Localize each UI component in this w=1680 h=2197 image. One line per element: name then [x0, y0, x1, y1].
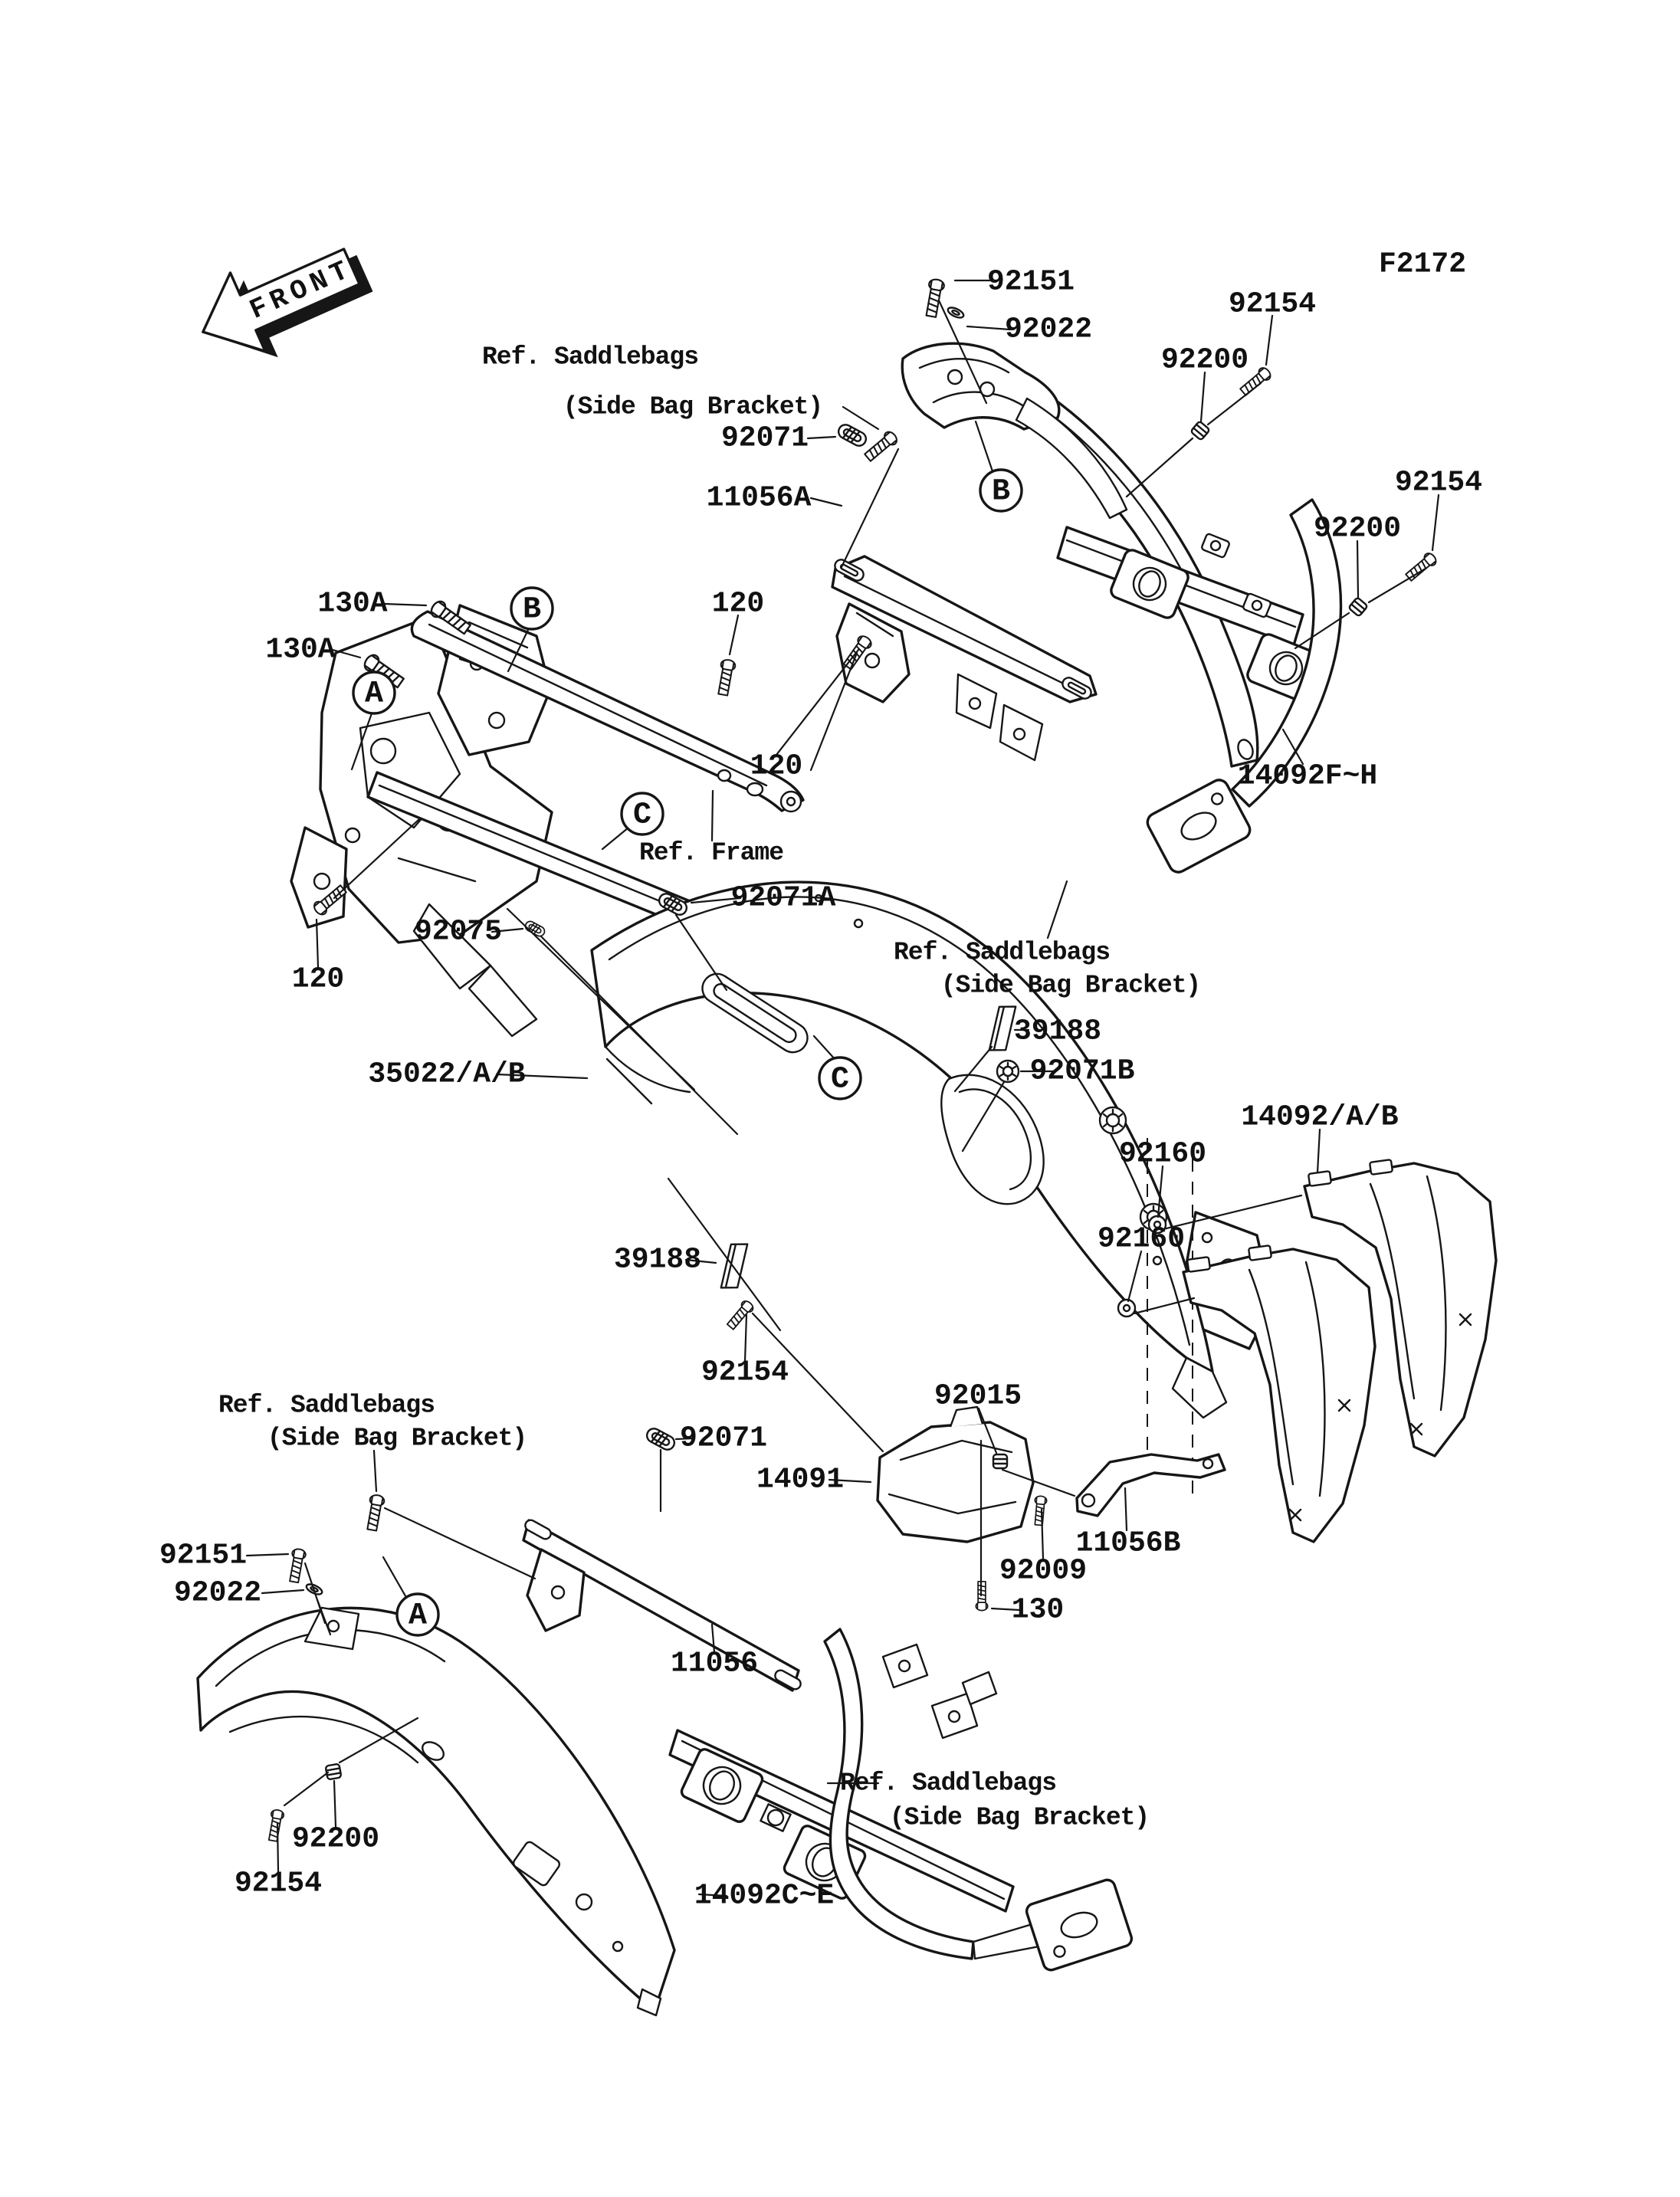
- label-ref-saddlebags-mid-line1: Ref. Saddlebags: [893, 938, 1111, 967]
- label-part-92075: 92075: [414, 915, 503, 949]
- svg-text:C: C: [830, 1062, 850, 1097]
- label-part-92154-bottom: 92154: [234, 1867, 323, 1900]
- washer-icon-92022-top: [947, 306, 965, 320]
- label-part-14092FH: 14092F~H: [1237, 759, 1378, 793]
- svg-text:A: A: [364, 677, 384, 712]
- nut-icon-92200-right: [1348, 597, 1367, 616]
- svg-text:C: C: [632, 798, 652, 833]
- label-figure-code: F2172: [1378, 248, 1467, 281]
- front-arrow: [185, 223, 382, 381]
- label-part-92071-bottom: 92071: [679, 1421, 768, 1455]
- label-part-130A-2: 130A: [265, 633, 336, 667]
- label-part-92160-2: 92160: [1097, 1222, 1186, 1256]
- bracket-11056A: [832, 556, 1096, 760]
- screw-icon-92154-mid: [726, 1299, 756, 1331]
- label-part-92151-top: 92151: [986, 265, 1075, 299]
- screw-icon-92151-bottom: [287, 1548, 307, 1583]
- callout-b-1: [511, 588, 553, 629]
- label-part-130A-1: 130A: [317, 587, 388, 621]
- cover-14091: [878, 1407, 1033, 1542]
- label-part-92160-1: 92160: [1118, 1137, 1207, 1171]
- bolt-icon-ref-saddlebags-bl: [365, 1494, 385, 1531]
- label-part-92200-bottom: 92200: [291, 1822, 380, 1856]
- label-part-92022-bottom: 92022: [173, 1576, 262, 1610]
- label-ref-saddlebags-bl-line1: Ref. Saddlebags: [218, 1391, 435, 1420]
- front-label: FRONT: [244, 253, 359, 326]
- label-part-14091: 14091: [756, 1463, 845, 1497]
- label-part-130: 130: [1011, 1593, 1065, 1627]
- bracket-11056: [523, 1518, 802, 1691]
- callout-a-5: [397, 1594, 438, 1635]
- label-part-92071-top: 92071: [720, 421, 809, 455]
- label-part-120-1: 120: [711, 587, 765, 621]
- label-part-92151-bottom: 92151: [159, 1539, 248, 1572]
- bracket-11056B: [1077, 1454, 1225, 1516]
- svg-text:B: B: [991, 474, 1011, 510]
- label-part-11056A: 11056A: [706, 481, 812, 515]
- label-part-92154-mid: 92154: [701, 1356, 789, 1389]
- label-part-92009: 92009: [999, 1554, 1088, 1588]
- label-part-92071B: 92071B: [1029, 1054, 1135, 1088]
- washer-icon-92160-2: [1118, 1300, 1135, 1317]
- label-part-92015: 92015: [934, 1379, 1022, 1413]
- rivet-icon-92071B: [997, 1061, 1019, 1082]
- label-part-39188-2: 39188: [613, 1243, 702, 1277]
- label-part-92154-right: 92154: [1394, 466, 1483, 500]
- label-ref-saddlebags-mid-line2: (Side Bag Bracket): [940, 971, 1201, 1000]
- label-part-35022AB: 35022/A/B: [368, 1058, 526, 1091]
- label-part-14092AB: 14092/A/B: [1241, 1100, 1399, 1134]
- bolt-icon-120-1: [716, 659, 736, 696]
- label-ref-saddlebags-top-line1: Ref. Saddlebags: [481, 343, 699, 372]
- label-ref-frame: Ref. Frame: [638, 838, 784, 867]
- label-part-92022-top: 92022: [1004, 313, 1093, 346]
- label-part-92071A: 92071A: [730, 881, 836, 915]
- screw-icon-92154-bottom: [267, 1809, 284, 1842]
- label-part-11056B: 11056B: [1075, 1526, 1181, 1560]
- label-part-11056: 11056: [670, 1647, 759, 1681]
- label-part-120-2: 120: [750, 749, 803, 783]
- nut-icon-92015: [993, 1454, 1007, 1468]
- cross-member-top: [1058, 500, 1341, 875]
- cross-member-bottom: [670, 1629, 1134, 1972]
- label-part-120-3: 120: [291, 962, 345, 996]
- label-part-14092CE: 14092C~E: [694, 1879, 835, 1913]
- callout-c-3: [622, 793, 663, 835]
- svg-text:B: B: [522, 592, 542, 628]
- label-ref-saddlebags-br-line2: (Side Bag Bracket): [889, 1803, 1150, 1832]
- fender-14092CE: [198, 1608, 674, 2015]
- label-part-39188-1: 39188: [1013, 1015, 1102, 1048]
- svg-text:A: A: [408, 1599, 428, 1634]
- reflector-icon-39188-2: [721, 1241, 747, 1290]
- callout-b-0: [980, 470, 1022, 511]
- label-part-92200-right: 92200: [1313, 512, 1402, 546]
- screw-icon-92151-top: [924, 278, 945, 317]
- label-part-92154-top: 92154: [1228, 287, 1317, 321]
- callout-a-2: [353, 672, 395, 713]
- label-ref-saddlebags-br-line1: Ref. Saddlebags: [839, 1769, 1057, 1798]
- bolt-icon-92009: [1033, 1496, 1048, 1526]
- nut-icon-92200-top: [1190, 421, 1209, 440]
- label-ref-saddlebags-bl-line2: (Side Bag Bracket): [267, 1424, 527, 1453]
- label-part-92200-top: 92200: [1160, 343, 1249, 377]
- grommet-icon-92071-bottom: [645, 1426, 677, 1452]
- grommet-icon-fender-1: [1100, 1107, 1126, 1133]
- callout-c-4: [819, 1058, 861, 1099]
- label-ref-saddlebags-top-line2: (Side Bag Bracket): [563, 392, 823, 421]
- grommet-icon-92071-top: [836, 422, 868, 448]
